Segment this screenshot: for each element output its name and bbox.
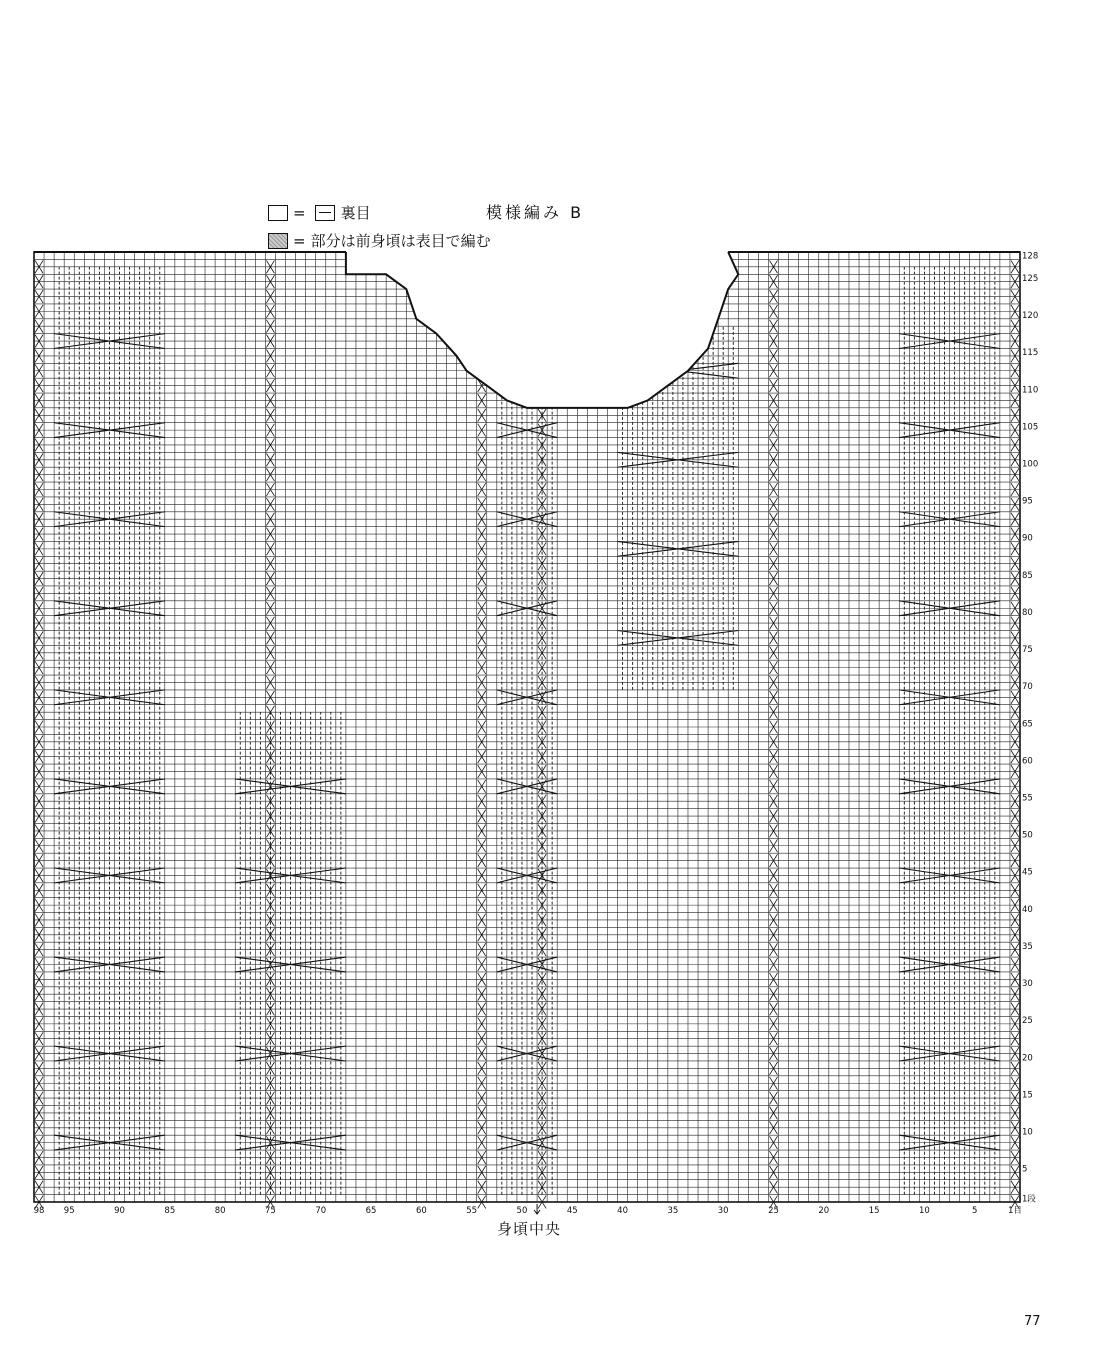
- row-label: 80: [1022, 607, 1033, 618]
- col-label: 40: [617, 1206, 628, 1216]
- col-label: 25: [768, 1206, 779, 1216]
- col-label: 1目: [1008, 1206, 1022, 1216]
- neckline-cutout: [346, 250, 738, 408]
- row-label: 60: [1022, 756, 1033, 767]
- row-label: 70: [1022, 682, 1033, 693]
- row-label: 35: [1022, 941, 1033, 952]
- row-label: 10: [1022, 1127, 1033, 1138]
- row-label: 120: [1022, 311, 1039, 322]
- row-label: 110: [1022, 385, 1039, 396]
- col-label: 10: [919, 1206, 930, 1216]
- row-label: 128: [1022, 251, 1039, 262]
- row-label: 105: [1022, 422, 1039, 433]
- col-label: 45: [566, 1206, 578, 1216]
- legend-equals: =: [293, 231, 306, 250]
- legend-equals: =: [293, 203, 306, 222]
- row-label: 85: [1022, 570, 1033, 581]
- col-label: 55: [466, 1206, 478, 1216]
- col-label: 80: [214, 1206, 226, 1216]
- col-label: 60: [415, 1206, 427, 1216]
- row-label: 115: [1022, 348, 1039, 359]
- chart-title: 模様編み B: [486, 203, 585, 222]
- row-label: 55: [1022, 793, 1033, 804]
- row-label: 95: [1022, 496, 1033, 507]
- col-label: 5: [972, 1206, 978, 1216]
- col-label: 65: [365, 1206, 377, 1216]
- center-label: 身頃中央: [497, 1220, 562, 1238]
- col-label: 70: [315, 1206, 327, 1216]
- col-label: 35: [667, 1206, 679, 1216]
- col-label: 15: [868, 1206, 880, 1216]
- row-label: 20: [1022, 1053, 1033, 1064]
- row-label: 15: [1022, 1090, 1033, 1101]
- row-label: 65: [1022, 719, 1033, 730]
- row-label: 100: [1022, 459, 1039, 470]
- center-arrow-icon: [534, 1204, 540, 1214]
- row-label: 90: [1022, 533, 1033, 544]
- legend-purl-text: 裏目: [340, 204, 371, 222]
- row-label: 25: [1022, 1016, 1033, 1027]
- row-label: 5: [1022, 1164, 1028, 1175]
- col-label: 90: [114, 1206, 125, 1216]
- row-label: 125: [1022, 273, 1039, 284]
- col-label: 85: [164, 1206, 176, 1216]
- row-label: 1段: [1022, 1194, 1036, 1205]
- page-number: 77: [1024, 1314, 1041, 1329]
- row-label: 30: [1022, 979, 1033, 990]
- col-label: 30: [717, 1206, 729, 1216]
- row-label: 75: [1022, 645, 1033, 656]
- col-label: 95: [63, 1206, 75, 1216]
- col-label: 98: [33, 1206, 45, 1216]
- col-label: 20: [818, 1206, 830, 1216]
- legend-shaded-text: 部分は前身頃は表目で編む: [310, 232, 491, 250]
- row-label: 40: [1022, 904, 1033, 915]
- col-label: 50: [516, 1206, 528, 1216]
- col-label: 75: [265, 1206, 276, 1216]
- row-label: 45: [1022, 867, 1033, 878]
- row-label: 50: [1022, 830, 1033, 841]
